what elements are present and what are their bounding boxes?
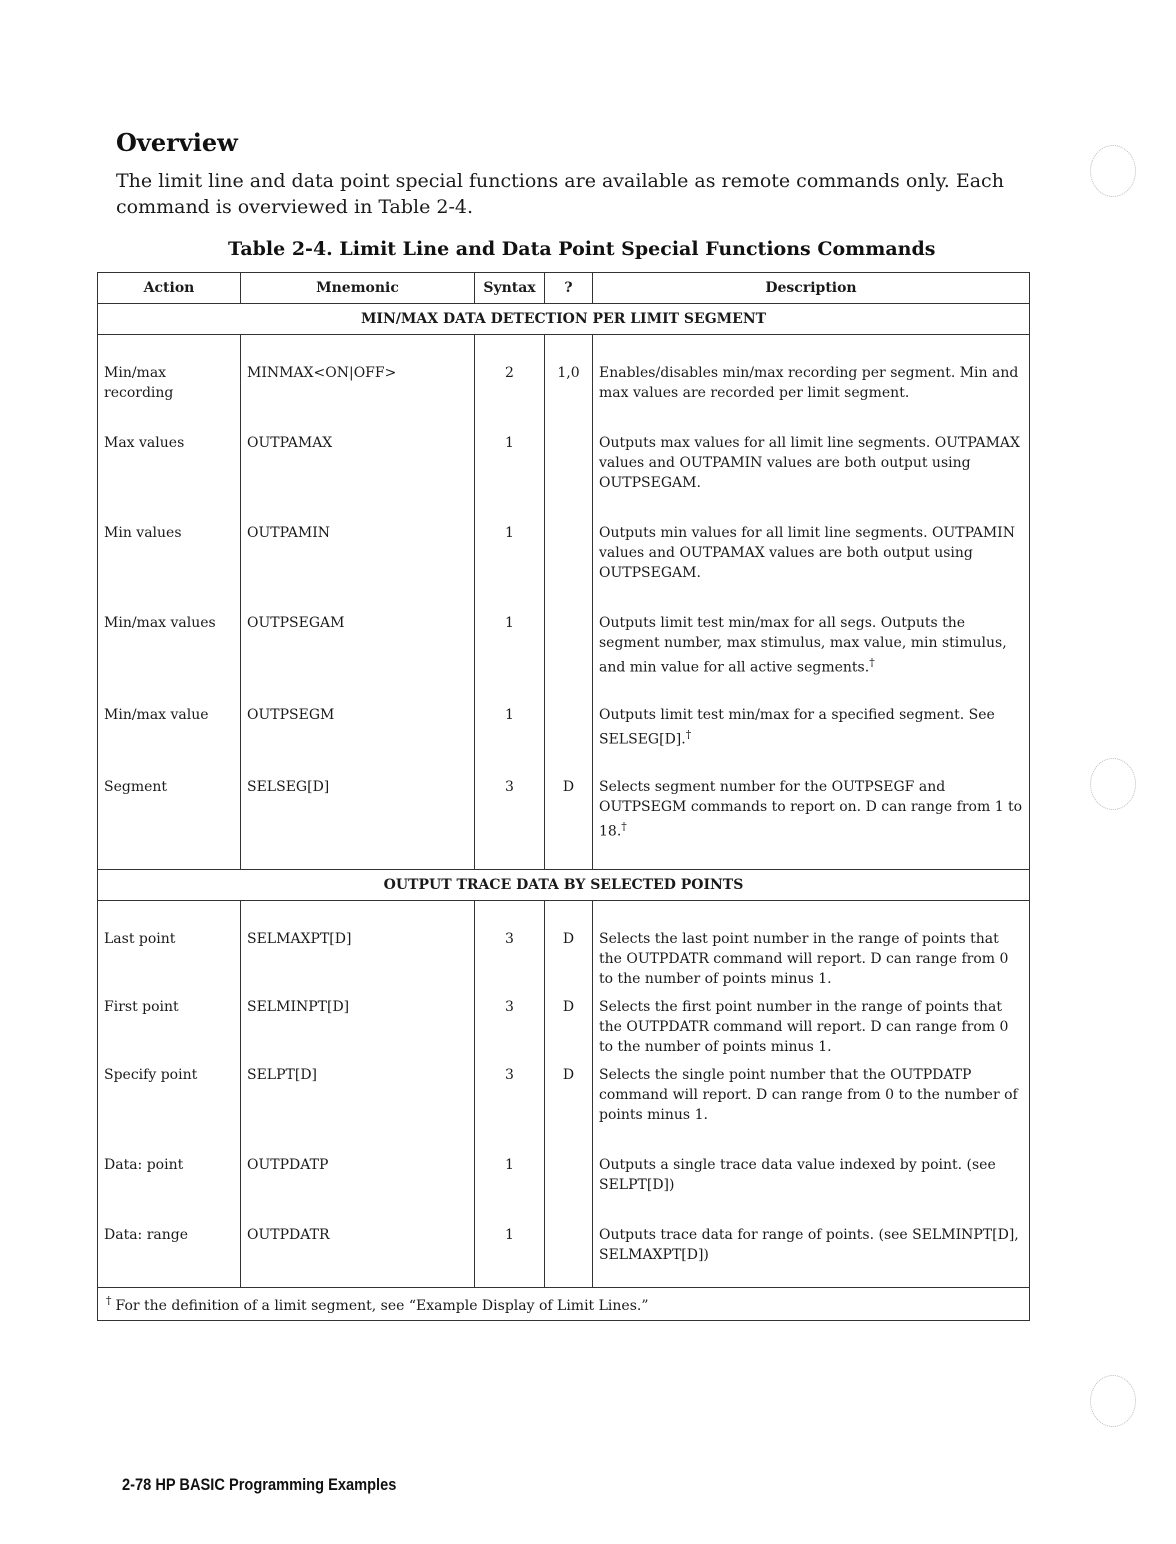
description-cell [593, 429, 1030, 519]
description-cell-text: Outputs limit test min/max for a specified segment. See SELSEG[D]. [599, 707, 995, 748]
intro-paragraph: The limit line and data point special functions are available as remote commands only. Each command is overviewed in Table 2-4. [116, 170, 1004, 218]
action-cell-text: Min/max value [104, 707, 209, 723]
action-cell-text: Data: point [104, 1157, 184, 1173]
description-cell [593, 359, 1030, 429]
section-title-trace-data: OUTPUT TRACE DATA BY SELECTED POINTS [98, 870, 1030, 901]
binder-hole-top [1090, 145, 1136, 197]
syntax-cell [475, 701, 545, 773]
description-cell-text: Selects segment number for the OUTPSEGF and OUTPSEGM commands to report on. D can range from 1 to 18. [599, 779, 1023, 840]
section-row [98, 870, 1030, 901]
syntax-cell [475, 1061, 545, 1151]
footnote-dagger: † [106, 1294, 112, 1307]
header-syntax: Syntax [475, 273, 545, 304]
action-cell-text: Min values [104, 525, 182, 541]
section-heading: Overview [116, 128, 238, 157]
footnote-dagger: † [621, 820, 627, 833]
footnote-text: For the definition of a limit segment, see “Example Display of Limit Lines.” [115, 1297, 649, 1314]
binder-hole-middle [1090, 758, 1136, 810]
query-cell [545, 701, 593, 773]
mnemonic-cell-text: OUTPDATR [247, 1227, 330, 1243]
footnote-dagger: † [869, 656, 875, 669]
description-cell [593, 925, 1030, 993]
description-cell [593, 1221, 1030, 1288]
mnemonic-cell-text: SELMINPT[D] [247, 999, 350, 1015]
mnemonic-cell [241, 773, 475, 870]
mnemonic-cell-text: OUTPAMAX [247, 435, 333, 451]
action-cell-text: Max values [104, 435, 185, 451]
footnote-cell [98, 1288, 1030, 1321]
syntax-cell-text: 1 [505, 1227, 514, 1243]
table-row [98, 1151, 1030, 1221]
header-mnemonic: Mnemonic [241, 273, 475, 304]
description-cell-text: Outputs min values for all limit line segments. OUTPAMIN values and OUTPAMAX values are both output using OUTPSEGAM. [599, 525, 1015, 581]
query-cell-text: D [562, 999, 575, 1015]
syntax-cell [475, 609, 545, 701]
table-row [98, 701, 1030, 773]
query-cell-text: D [562, 931, 575, 947]
query-cell-text: D [562, 779, 575, 795]
query-cell [545, 773, 593, 870]
action-cell [98, 359, 241, 429]
query-cell [545, 359, 593, 429]
mnemonic-cell-text: SELMAXPT[D] [247, 931, 352, 947]
description-cell [593, 701, 1030, 773]
description-cell [593, 609, 1030, 701]
action-cell-text: First point [104, 999, 179, 1015]
section-title-min-max: MIN/MAX DATA DETECTION PER LIMIT SEGMENT [98, 304, 1030, 335]
action-cell-text: Segment [104, 779, 168, 795]
description-cell-text: Outputs max values for all limit line segments. OUTPAMAX values and OUTPAMIN values are both output using OUTPSEGAM. [599, 435, 1020, 491]
query-cell [545, 925, 593, 993]
description-cell [593, 519, 1030, 609]
query-cell-text: 1,0 [557, 365, 580, 381]
table-row [98, 1221, 1030, 1288]
action-cell-text: Min/max recording [104, 365, 174, 401]
action-cell [98, 773, 241, 870]
mnemonic-cell [241, 1151, 475, 1221]
action-cell [98, 1061, 241, 1151]
action-cell-text: Min/max values [104, 615, 216, 631]
query-cell [545, 993, 593, 1061]
query-cell [545, 429, 593, 519]
table-row [98, 609, 1030, 701]
mnemonic-cell [241, 1061, 475, 1151]
footnote-dagger: † [685, 728, 692, 741]
mnemonic-cell [241, 925, 475, 993]
syntax-cell-text: 1 [505, 707, 514, 723]
table-row [98, 773, 1030, 870]
description-cell-text: Selects the single point number that the OUTPDATP command will report. D can range from 0 to the number of points minus 1. [599, 1067, 1018, 1123]
action-cell [98, 993, 241, 1061]
mnemonic-cell [241, 429, 475, 519]
query-cell [545, 519, 593, 609]
mnemonic-cell [241, 701, 475, 773]
action-cell [98, 925, 241, 993]
page-footer: 2-78 HP BASIC Programming Examples [122, 1475, 397, 1494]
mnemonic-cell-text: OUTPAMIN [247, 525, 330, 541]
table-body [98, 304, 1030, 1321]
description-cell [593, 773, 1030, 870]
table-caption: Table 2-4. Limit Line and Data Point Special Functions Commands [228, 238, 936, 260]
spacer-row [98, 335, 1030, 360]
syntax-cell [475, 1151, 545, 1221]
action-cell-text: Last point [104, 931, 176, 947]
mnemonic-cell [241, 359, 475, 429]
header-action: Action [98, 273, 241, 304]
commands-table-container [97, 272, 1029, 1321]
syntax-cell-text: 3 [505, 779, 514, 795]
syntax-cell-text: 2 [505, 365, 514, 381]
syntax-cell-text: 1 [505, 525, 514, 541]
syntax-cell-text: 1 [505, 615, 514, 631]
description-cell-text: Outputs limit test min/max for all segs. Outputs the segment number, max stimulus, max value, min stimulus, and min value for all active segments. [599, 615, 1007, 676]
syntax-cell [475, 993, 545, 1061]
syntax-cell-text: 3 [505, 931, 514, 947]
mnemonic-cell-text: SELSEG[D] [247, 779, 330, 795]
spacer-row [98, 901, 1030, 926]
action-cell-text: Specify point [104, 1067, 198, 1083]
table-row [98, 1061, 1030, 1151]
syntax-cell [475, 519, 545, 609]
description-cell-text: Selects the last point number in the range of points that the OUTPDATR command will report. D can range from 0 to the number of points minus 1. [599, 931, 1009, 987]
syntax-cell-text: 3 [505, 999, 514, 1015]
description-cell [593, 1061, 1030, 1151]
mnemonic-cell-text: OUTPSEGAM [247, 615, 345, 631]
action-cell [98, 609, 241, 701]
table-row [98, 993, 1030, 1061]
description-cell [593, 993, 1030, 1061]
mnemonic-cell-text: OUTPDATP [247, 1157, 329, 1173]
mnemonic-cell-text: OUTPSEGM [247, 707, 335, 723]
description-cell [593, 1151, 1030, 1221]
mnemonic-cell [241, 609, 475, 701]
syntax-cell-text: 1 [505, 1157, 514, 1173]
table-header-row [98, 273, 1030, 304]
action-cell [98, 519, 241, 609]
syntax-cell [475, 429, 545, 519]
query-cell-text: D [562, 1067, 575, 1083]
syntax-cell [475, 925, 545, 993]
header-query: ? [545, 273, 593, 304]
table-row [98, 925, 1030, 993]
description-cell-text: Selects the first point number in the range of points that the OUTPDATR command will report. D can range from 0 to the number of points minus 1. [599, 999, 1009, 1055]
query-cell [545, 1061, 593, 1151]
query-cell [545, 609, 593, 701]
query-cell [545, 1151, 593, 1221]
table-row [98, 429, 1030, 519]
syntax-cell [475, 359, 545, 429]
table-row [98, 359, 1030, 429]
footnote-row [98, 1288, 1030, 1321]
syntax-cell-text: 1 [505, 435, 514, 451]
mnemonic-cell-text: SELPT[D] [247, 1067, 318, 1083]
action-cell [98, 1151, 241, 1221]
syntax-cell [475, 1221, 545, 1288]
action-cell [98, 701, 241, 773]
description-cell-text: Outputs trace data for range of points. (see SELMINPT[D], SELMAXPT[D]) [599, 1227, 1019, 1263]
query-cell [545, 1221, 593, 1288]
mnemonic-cell [241, 993, 475, 1061]
action-cell [98, 429, 241, 519]
action-cell [98, 1221, 241, 1288]
header-description: Description [593, 273, 1030, 304]
syntax-cell-text: 3 [505, 1067, 514, 1083]
mnemonic-cell-text: MINMAX<ON|OFF> [247, 365, 397, 381]
commands-table [97, 272, 1030, 1321]
table-row [98, 519, 1030, 609]
section-row [98, 304, 1030, 335]
description-cell-text: Outputs a single trace data value indexed by point. (see SELPT[D]) [599, 1157, 996, 1193]
syntax-cell [475, 773, 545, 870]
mnemonic-cell [241, 519, 475, 609]
action-cell-text: Data: range [104, 1227, 189, 1243]
binder-hole-bottom [1090, 1375, 1136, 1427]
description-cell-text: Enables/disables min/max recording per segment. Min and max values are recorded per limit segment. [599, 365, 1019, 401]
mnemonic-cell [241, 1221, 475, 1288]
